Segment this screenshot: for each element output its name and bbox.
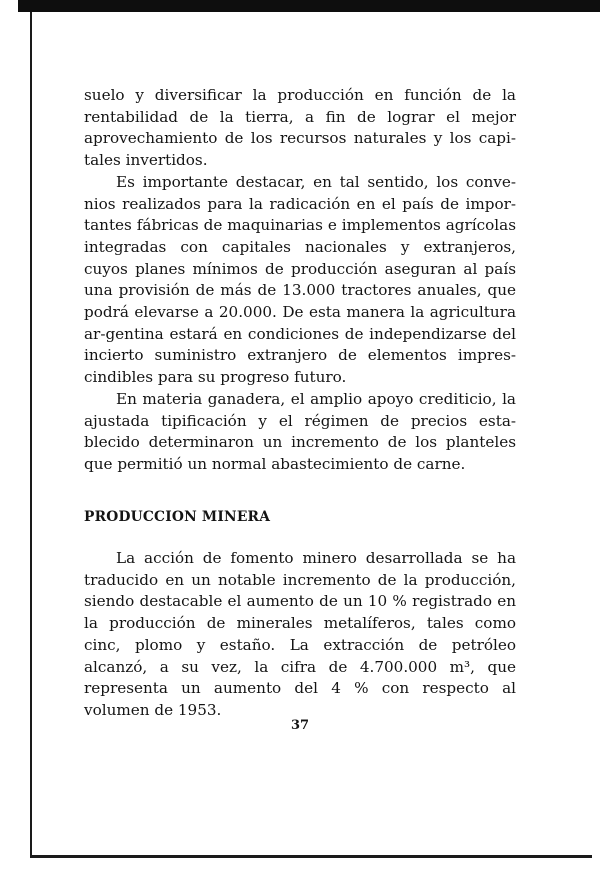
page-top-border — [18, 0, 600, 12]
body-text-mining — [84, 548, 516, 722]
paragraph-mining: La acción de fomento minero desarrollada se ha traducido en un notable incremento de la producción, siendo destacable el aumento de un 10 % registrado en la producción de minerales metalíferos, tales como cinc, plomo y estaño. La extracción de petróleo alcanzó, a su vez, la cifra de 4.700.000 m³, que representa un aumento del 4 % con respecto al volumen de 1953. — [84, 549, 516, 719]
page-number: 37 — [290, 718, 310, 733]
body-text-top — [84, 85, 516, 476]
section-heading-mining: PRODUCCION MINERA — [84, 509, 271, 525]
paragraph-soil: suelo y diversificar la producción en función de la rentabilidad de la tierra, a fin de lograr el mejor aprovechamiento de los recursos naturales y los capi-tales invertidos. — [84, 86, 516, 170]
page-bottom-border — [30, 855, 592, 858]
paragraph-machinery: Es importante destacar, en tal sentido, los conve-nios realizados para la radicación en el país de impor-tantes fábricas de maquinarias e implementos agrícolas integradas con capitales nacionales y extranjeros, cuyos planes mínimos de producción aseguran al país una provisión de más de 13.000 tractores anuales, que podrá elevarse a 20.000. De esta manera la agricultura ar-gentina estará en condiciones de independizarse del incierto suministro extranjero de elementos impres-cindibles para su progreso futuro. — [84, 172, 516, 387]
paragraph-livestock: En materia ganadera, el amplio apoyo crediticio, la ajustada tipificación y el régimen de precios esta-blecido determinaron un incremento de los planteles que permitió un normal abastecimiento de carne. — [84, 389, 516, 473]
